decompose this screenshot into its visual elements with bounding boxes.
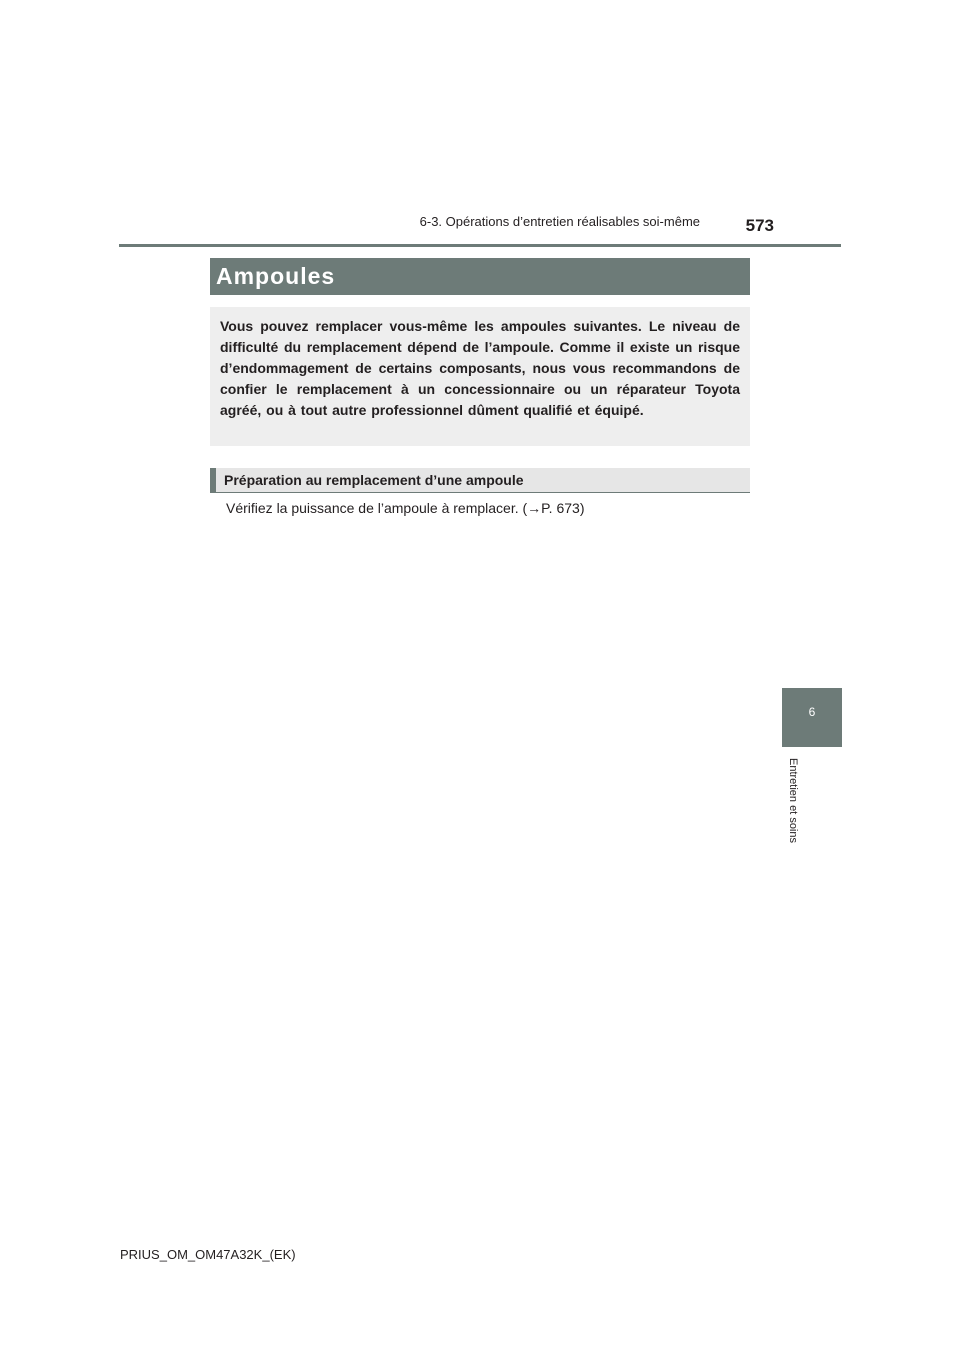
- title-bar: [210, 258, 750, 295]
- page-title: Ampoules: [216, 263, 336, 289]
- running-head: 6-3. Opérations d’entretien réalisables soi-même: [419, 214, 700, 229]
- header-rule: [119, 244, 841, 247]
- section-heading-text: Préparation au remplacement d’une ampoule: [224, 472, 524, 488]
- intro-box: [210, 307, 750, 446]
- page-number: 573: [745, 216, 774, 235]
- chapter-number: 6: [808, 705, 816, 719]
- section-heading: [210, 468, 750, 493]
- body-text: Vérifiez la puissance de l’ampoule à remplacer. (→P. 673): [226, 500, 585, 516]
- chapter-tab: [782, 688, 842, 747]
- section-marker: [210, 468, 216, 492]
- footer-doc-code: PRIUS_OM_OM47A32K_(EK): [120, 1247, 296, 1262]
- chapter-title: Entretien et soins: [787, 758, 799, 843]
- intro-text: Vous pouvez remplacer vous-même les ampoules suivantes. Le niveau de difficulté du remplacement dépend de l’ampoule. Comme il existe un risque d’endommagement de certains composants, nous vous recommandons de confier le remplacement à un concessionnaire ou un réparateur Toyota agréé, ou à tout autre professionnel dûment qualifié et équipé.: [220, 318, 740, 418]
